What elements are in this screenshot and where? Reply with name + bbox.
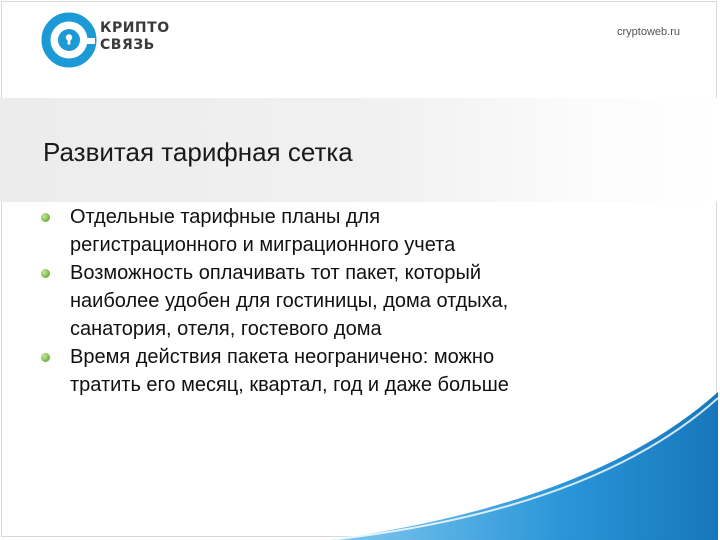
bullet-line: Возможность оплачивать тот пакет, который: [70, 262, 482, 284]
bullet-line: наиболее удобен для гостиницы, дома отдыха,: [70, 290, 509, 312]
bullet-line: санатория, отеля, гостевого дома: [70, 318, 382, 340]
bullet-line: Время действия пакета неограничено: можно: [70, 346, 495, 368]
bullet-line: тратить его месяц, квартал, год и даже больше: [70, 374, 509, 396]
slide-title: Развитая тарифная сетка: [43, 137, 353, 167]
brand-line-1: КРИПТО: [100, 20, 170, 36]
bullet-line: Отдельные тарифные планы для: [70, 206, 381, 228]
brand-line-2: СВЯЗЬ: [100, 37, 155, 53]
bullet-line: регистрационного и миграционного учета: [70, 234, 456, 256]
site-url: cryptoweb.ru: [617, 26, 680, 38]
